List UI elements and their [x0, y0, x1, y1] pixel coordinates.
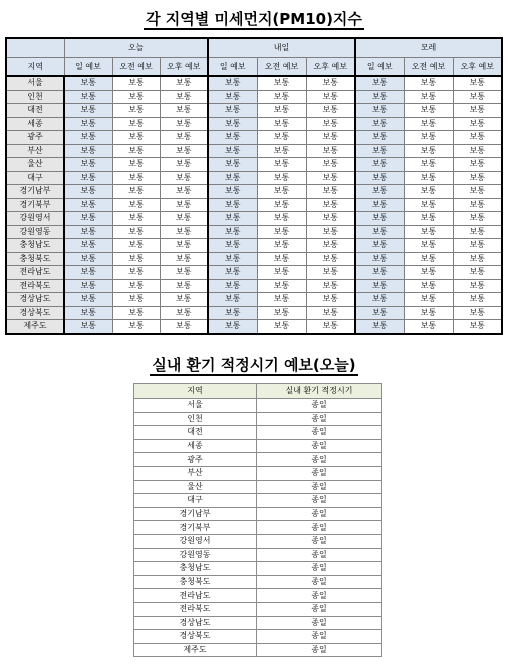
forecast-cell: 보통 [306, 293, 355, 307]
forecast-cell: 보통 [404, 306, 453, 320]
table-row [6, 117, 502, 131]
forecast-cell: 보통 [355, 293, 404, 307]
forecast-cell: 보통 [453, 158, 502, 172]
table-row [134, 548, 382, 562]
sub-header-pm: 오후 예보 [306, 58, 355, 77]
region-cell: 제주도 [6, 320, 64, 334]
ventilation-time-cell: 종일 [257, 534, 382, 548]
day-header-day-after: 모레 [355, 38, 502, 58]
forecast-cell: 보통 [306, 144, 355, 158]
forecast-cell: 보통 [306, 306, 355, 320]
forecast-cell: 보통 [257, 320, 306, 334]
forecast-cell: 보통 [112, 76, 160, 90]
ventilation-time-cell: 종일 [257, 412, 382, 426]
forecast-cell: 보통 [64, 131, 112, 145]
region-cell: 충청남도 [6, 239, 64, 253]
blank-header-cell [6, 38, 64, 58]
forecast-cell: 보통 [112, 185, 160, 199]
ventilation-time-cell: 종일 [257, 562, 382, 576]
table-row [134, 521, 382, 535]
forecast-cell: 보통 [257, 131, 306, 145]
forecast-cell: 보통 [404, 90, 453, 104]
region-cell: 대전 [6, 104, 64, 118]
forecast-cell: 보통 [112, 158, 160, 172]
region-cell: 경상남도 [134, 616, 257, 630]
forecast-cell: 보통 [257, 158, 306, 172]
forecast-cell: 보통 [160, 90, 208, 104]
forecast-cell: 보통 [306, 252, 355, 266]
region-header: 지역 [6, 58, 64, 77]
table-row [6, 198, 502, 212]
forecast-cell: 보통 [257, 239, 306, 253]
sub-header-am: 오전 예보 [404, 58, 453, 77]
region-cell: 서울 [6, 76, 64, 90]
ventilation-title [0, 356, 508, 374]
forecast-cell: 보통 [208, 239, 257, 253]
forecast-cell: 보통 [257, 185, 306, 199]
forecast-cell: 보통 [257, 144, 306, 158]
forecast-cell: 보통 [112, 212, 160, 226]
forecast-cell: 보통 [257, 171, 306, 185]
forecast-cell: 보통 [160, 131, 208, 145]
region-cell: 경상북도 [6, 306, 64, 320]
forecast-cell: 보통 [257, 252, 306, 266]
forecast-cell: 보통 [64, 185, 112, 199]
forecast-cell: 보통 [112, 171, 160, 185]
region-cell: 강원영서 [6, 212, 64, 226]
region-cell: 전라북도 [6, 279, 64, 293]
forecast-cell: 보통 [208, 320, 257, 334]
ventilation-time-cell: 종일 [257, 439, 382, 453]
forecast-cell: 보통 [306, 117, 355, 131]
forecast-cell: 보통 [64, 306, 112, 320]
forecast-cell: 보통 [64, 198, 112, 212]
forecast-cell: 보통 [404, 266, 453, 280]
forecast-cell: 보통 [306, 185, 355, 199]
table-row [134, 439, 382, 453]
forecast-cell: 보통 [355, 158, 404, 172]
forecast-cell: 보통 [160, 306, 208, 320]
forecast-cell: 보통 [404, 131, 453, 145]
table-row [134, 630, 382, 644]
ventilation-time-cell: 종일 [257, 521, 382, 535]
region-cell: 경기북부 [6, 198, 64, 212]
table-row [134, 480, 382, 494]
ventilation-time-cell: 종일 [257, 589, 382, 603]
forecast-cell: 보통 [404, 104, 453, 118]
forecast-cell: 보통 [160, 144, 208, 158]
region-cell: 강원영동 [134, 548, 257, 562]
forecast-cell: 보통 [208, 185, 257, 199]
forecast-cell: 보통 [355, 104, 404, 118]
forecast-cell: 보통 [453, 225, 502, 239]
ventilation-time-cell: 종일 [257, 494, 382, 508]
forecast-cell: 보통 [453, 104, 502, 118]
forecast-cell: 보통 [404, 239, 453, 253]
table-row [6, 90, 502, 104]
forecast-cell: 보통 [453, 76, 502, 90]
forecast-cell: 보통 [453, 212, 502, 226]
region-cell: 울산 [134, 480, 257, 494]
sub-header-row [6, 58, 502, 77]
forecast-cell: 보통 [112, 266, 160, 280]
region-cell: 강원영서 [134, 534, 257, 548]
table-row [6, 306, 502, 320]
ventilation-header-time: 실내 환기 적정시기 [257, 384, 382, 399]
forecast-cell: 보통 [306, 239, 355, 253]
forecast-cell: 보통 [160, 293, 208, 307]
forecast-cell: 보통 [355, 266, 404, 280]
forecast-cell: 보통 [160, 225, 208, 239]
forecast-cell: 보통 [404, 212, 453, 226]
forecast-cell: 보통 [404, 225, 453, 239]
forecast-cell: 보통 [355, 76, 404, 90]
forecast-cell: 보통 [112, 239, 160, 253]
table-row [134, 643, 382, 657]
region-cell: 인천 [6, 90, 64, 104]
forecast-cell: 보통 [404, 293, 453, 307]
forecast-cell: 보통 [453, 171, 502, 185]
table-row [134, 562, 382, 576]
forecast-cell: 보통 [208, 117, 257, 131]
forecast-cell: 보통 [453, 239, 502, 253]
forecast-cell: 보통 [112, 198, 160, 212]
sub-header-pm: 오후 예보 [453, 58, 502, 77]
table-row [134, 575, 382, 589]
region-cell: 세종 [134, 439, 257, 453]
forecast-cell: 보통 [404, 117, 453, 131]
forecast-cell: 보통 [112, 279, 160, 293]
region-cell: 부산 [134, 466, 257, 480]
region-cell: 전라남도 [134, 589, 257, 603]
forecast-cell: 보통 [64, 293, 112, 307]
forecast-cell: 보통 [208, 90, 257, 104]
region-cell: 광주 [6, 131, 64, 145]
forecast-cell: 보통 [208, 306, 257, 320]
table-row [6, 158, 502, 172]
forecast-cell: 보통 [160, 320, 208, 334]
forecast-cell: 보통 [208, 76, 257, 90]
region-cell: 전라북도 [134, 602, 257, 616]
forecast-cell: 보통 [306, 266, 355, 280]
forecast-cell: 보통 [453, 90, 502, 104]
forecast-cell: 보통 [453, 117, 502, 131]
region-cell: 경기남부 [134, 507, 257, 521]
forecast-cell: 보통 [112, 320, 160, 334]
table-row [6, 171, 502, 185]
forecast-cell: 보통 [112, 225, 160, 239]
forecast-cell: 보통 [64, 104, 112, 118]
forecast-cell: 보통 [257, 212, 306, 226]
forecast-cell: 보통 [355, 117, 404, 131]
forecast-cell: 보통 [257, 198, 306, 212]
table-row [134, 589, 382, 603]
forecast-cell: 보통 [453, 279, 502, 293]
forecast-cell: 보통 [453, 252, 502, 266]
ventilation-time-cell: 종일 [257, 575, 382, 589]
forecast-cell: 보통 [208, 104, 257, 118]
forecast-cell: 보통 [112, 252, 160, 266]
forecast-cell: 보통 [453, 266, 502, 280]
forecast-cell: 보통 [64, 239, 112, 253]
forecast-cell: 보통 [355, 171, 404, 185]
table-row [6, 76, 502, 90]
ventilation-time-cell: 종일 [257, 602, 382, 616]
forecast-cell: 보통 [64, 320, 112, 334]
forecast-cell: 보통 [112, 90, 160, 104]
forecast-cell: 보통 [64, 90, 112, 104]
forecast-cell: 보통 [404, 171, 453, 185]
forecast-cell: 보통 [160, 239, 208, 253]
region-cell: 부산 [6, 144, 64, 158]
region-cell: 제주도 [134, 643, 257, 657]
forecast-cell: 보통 [112, 104, 160, 118]
forecast-cell: 보통 [112, 117, 160, 131]
forecast-cell: 보통 [306, 131, 355, 145]
forecast-cell: 보통 [453, 144, 502, 158]
pm10-title [0, 10, 508, 28]
forecast-cell: 보통 [306, 158, 355, 172]
forecast-cell: 보통 [404, 279, 453, 293]
forecast-cell: 보통 [355, 225, 404, 239]
table-row [134, 616, 382, 630]
ventilation-time-cell: 종일 [257, 466, 382, 480]
table-row [134, 466, 382, 480]
table-row [6, 225, 502, 239]
region-cell: 세종 [6, 117, 64, 131]
forecast-cell: 보통 [453, 198, 502, 212]
forecast-cell: 보통 [355, 252, 404, 266]
forecast-cell: 보통 [160, 104, 208, 118]
forecast-cell: 보통 [64, 158, 112, 172]
pm10-forecast-table [5, 37, 503, 335]
forecast-cell: 보통 [160, 158, 208, 172]
forecast-cell: 보통 [355, 306, 404, 320]
forecast-cell: 보통 [355, 239, 404, 253]
ventilation-time-cell: 종일 [257, 630, 382, 644]
region-cell: 대전 [134, 426, 257, 440]
table-row [6, 144, 502, 158]
forecast-cell: 보통 [355, 279, 404, 293]
table-row [134, 602, 382, 616]
forecast-cell: 보통 [64, 266, 112, 280]
table-row [6, 104, 502, 118]
forecast-cell: 보통 [112, 293, 160, 307]
ventilation-time-cell: 종일 [257, 548, 382, 562]
region-cell: 광주 [134, 453, 257, 467]
forecast-cell: 보통 [257, 225, 306, 239]
ventilation-time-cell: 종일 [257, 507, 382, 521]
forecast-cell: 보통 [453, 306, 502, 320]
forecast-cell: 보통 [404, 252, 453, 266]
forecast-cell: 보통 [306, 320, 355, 334]
forecast-cell: 보통 [64, 212, 112, 226]
forecast-cell: 보통 [306, 104, 355, 118]
forecast-cell: 보통 [112, 131, 160, 145]
forecast-cell: 보통 [208, 252, 257, 266]
forecast-cell: 보통 [160, 117, 208, 131]
forecast-cell: 보통 [112, 306, 160, 320]
forecast-cell: 보통 [160, 252, 208, 266]
forecast-cell: 보통 [160, 279, 208, 293]
forecast-cell: 보통 [355, 131, 404, 145]
ventilation-time-cell: 종일 [257, 399, 382, 413]
sub-header-am: 오전 예보 [112, 58, 160, 77]
table-row [134, 453, 382, 467]
ventilation-time-cell: 종일 [257, 453, 382, 467]
region-cell: 서울 [134, 399, 257, 413]
forecast-cell: 보통 [64, 279, 112, 293]
forecast-cell: 보통 [208, 212, 257, 226]
forecast-cell: 보통 [208, 158, 257, 172]
region-cell: 인천 [134, 412, 257, 426]
forecast-cell: 보통 [355, 185, 404, 199]
forecast-cell: 보통 [306, 76, 355, 90]
forecast-cell: 보통 [208, 144, 257, 158]
forecast-cell: 보통 [453, 185, 502, 199]
forecast-cell: 보통 [64, 144, 112, 158]
forecast-cell: 보통 [208, 225, 257, 239]
ventilation-time-cell: 종일 [257, 643, 382, 657]
forecast-cell: 보통 [404, 76, 453, 90]
forecast-cell: 보통 [306, 171, 355, 185]
forecast-cell: 보통 [160, 212, 208, 226]
ventilation-title-text: 실내 환기 적정시기 예보(오늘) [152, 356, 356, 374]
region-cell: 경상남도 [6, 293, 64, 307]
forecast-cell: 보통 [208, 266, 257, 280]
forecast-cell: 보통 [306, 198, 355, 212]
table-row [134, 426, 382, 440]
ventilation-header-region: 지역 [134, 384, 257, 399]
forecast-cell: 보통 [404, 144, 453, 158]
forecast-cell: 보통 [64, 117, 112, 131]
table-row [134, 412, 382, 426]
forecast-cell: 보통 [160, 76, 208, 90]
table-row [134, 534, 382, 548]
forecast-cell: 보통 [208, 131, 257, 145]
forecast-cell: 보통 [257, 279, 306, 293]
forecast-cell: 보통 [257, 76, 306, 90]
ventilation-time-cell: 종일 [257, 616, 382, 630]
ventilation-header-row [134, 384, 382, 399]
forecast-cell: 보통 [208, 198, 257, 212]
forecast-cell: 보통 [160, 266, 208, 280]
sub-header-pm: 오후 예보 [160, 58, 208, 77]
forecast-cell: 보통 [355, 320, 404, 334]
forecast-cell: 보통 [160, 198, 208, 212]
forecast-cell: 보통 [64, 76, 112, 90]
forecast-cell: 보통 [404, 158, 453, 172]
pm10-title-text: 각 지역별 미세먼지(PM10)지수 [146, 10, 362, 28]
forecast-cell: 보통 [355, 212, 404, 226]
forecast-cell: 보통 [257, 90, 306, 104]
table-row [6, 212, 502, 226]
region-cell: 충청북도 [6, 252, 64, 266]
forecast-cell: 보통 [64, 225, 112, 239]
region-cell: 경상북도 [134, 630, 257, 644]
ventilation-time-cell: 종일 [257, 426, 382, 440]
table-row [134, 507, 382, 521]
forecast-cell: 보통 [208, 293, 257, 307]
forecast-cell: 보통 [453, 293, 502, 307]
forecast-cell: 보통 [306, 90, 355, 104]
sub-header-daily: 일 예보 [208, 58, 257, 77]
forecast-cell: 보통 [64, 252, 112, 266]
forecast-cell: 보통 [257, 306, 306, 320]
region-cell: 충청남도 [134, 562, 257, 576]
region-cell: 경기남부 [6, 185, 64, 199]
forecast-cell: 보통 [257, 117, 306, 131]
forecast-cell: 보통 [453, 320, 502, 334]
forecast-cell: 보통 [453, 131, 502, 145]
forecast-cell: 보통 [208, 279, 257, 293]
forecast-cell: 보통 [404, 320, 453, 334]
forecast-cell: 보통 [257, 104, 306, 118]
forecast-cell: 보통 [160, 171, 208, 185]
table-row [6, 239, 502, 253]
sub-header-daily: 일 예보 [355, 58, 404, 77]
forecast-cell: 보통 [112, 144, 160, 158]
forecast-cell: 보통 [404, 198, 453, 212]
table-row [6, 293, 502, 307]
region-cell: 대구 [134, 494, 257, 508]
forecast-cell: 보통 [208, 171, 257, 185]
region-cell: 대구 [6, 171, 64, 185]
forecast-cell: 보통 [257, 293, 306, 307]
table-row [6, 131, 502, 145]
forecast-cell: 보통 [257, 266, 306, 280]
region-cell: 경기북부 [134, 521, 257, 535]
table-row [134, 494, 382, 508]
region-cell: 울산 [6, 158, 64, 172]
forecast-cell: 보통 [355, 90, 404, 104]
sub-header-daily: 일 예보 [64, 58, 112, 77]
region-cell: 강원영동 [6, 225, 64, 239]
day-header-today: 오늘 [64, 38, 208, 58]
sub-header-am: 오전 예보 [257, 58, 306, 77]
forecast-cell: 보통 [355, 198, 404, 212]
region-cell: 전라남도 [6, 266, 64, 280]
table-row [6, 279, 502, 293]
table-row [6, 185, 502, 199]
table-row [6, 252, 502, 266]
ventilation-table [133, 383, 382, 657]
ventilation-time-cell: 종일 [257, 480, 382, 494]
day-header-row [6, 38, 502, 58]
forecast-cell: 보통 [306, 279, 355, 293]
table-row [6, 266, 502, 280]
forecast-cell: 보통 [160, 185, 208, 199]
day-header-tomorrow: 내일 [208, 38, 355, 58]
region-cell: 충청북도 [134, 575, 257, 589]
forecast-cell: 보통 [64, 171, 112, 185]
forecast-cell: 보통 [355, 144, 404, 158]
forecast-cell: 보통 [306, 212, 355, 226]
forecast-cell: 보통 [306, 225, 355, 239]
table-row [134, 399, 382, 413]
table-row [6, 320, 502, 334]
forecast-cell: 보통 [404, 185, 453, 199]
